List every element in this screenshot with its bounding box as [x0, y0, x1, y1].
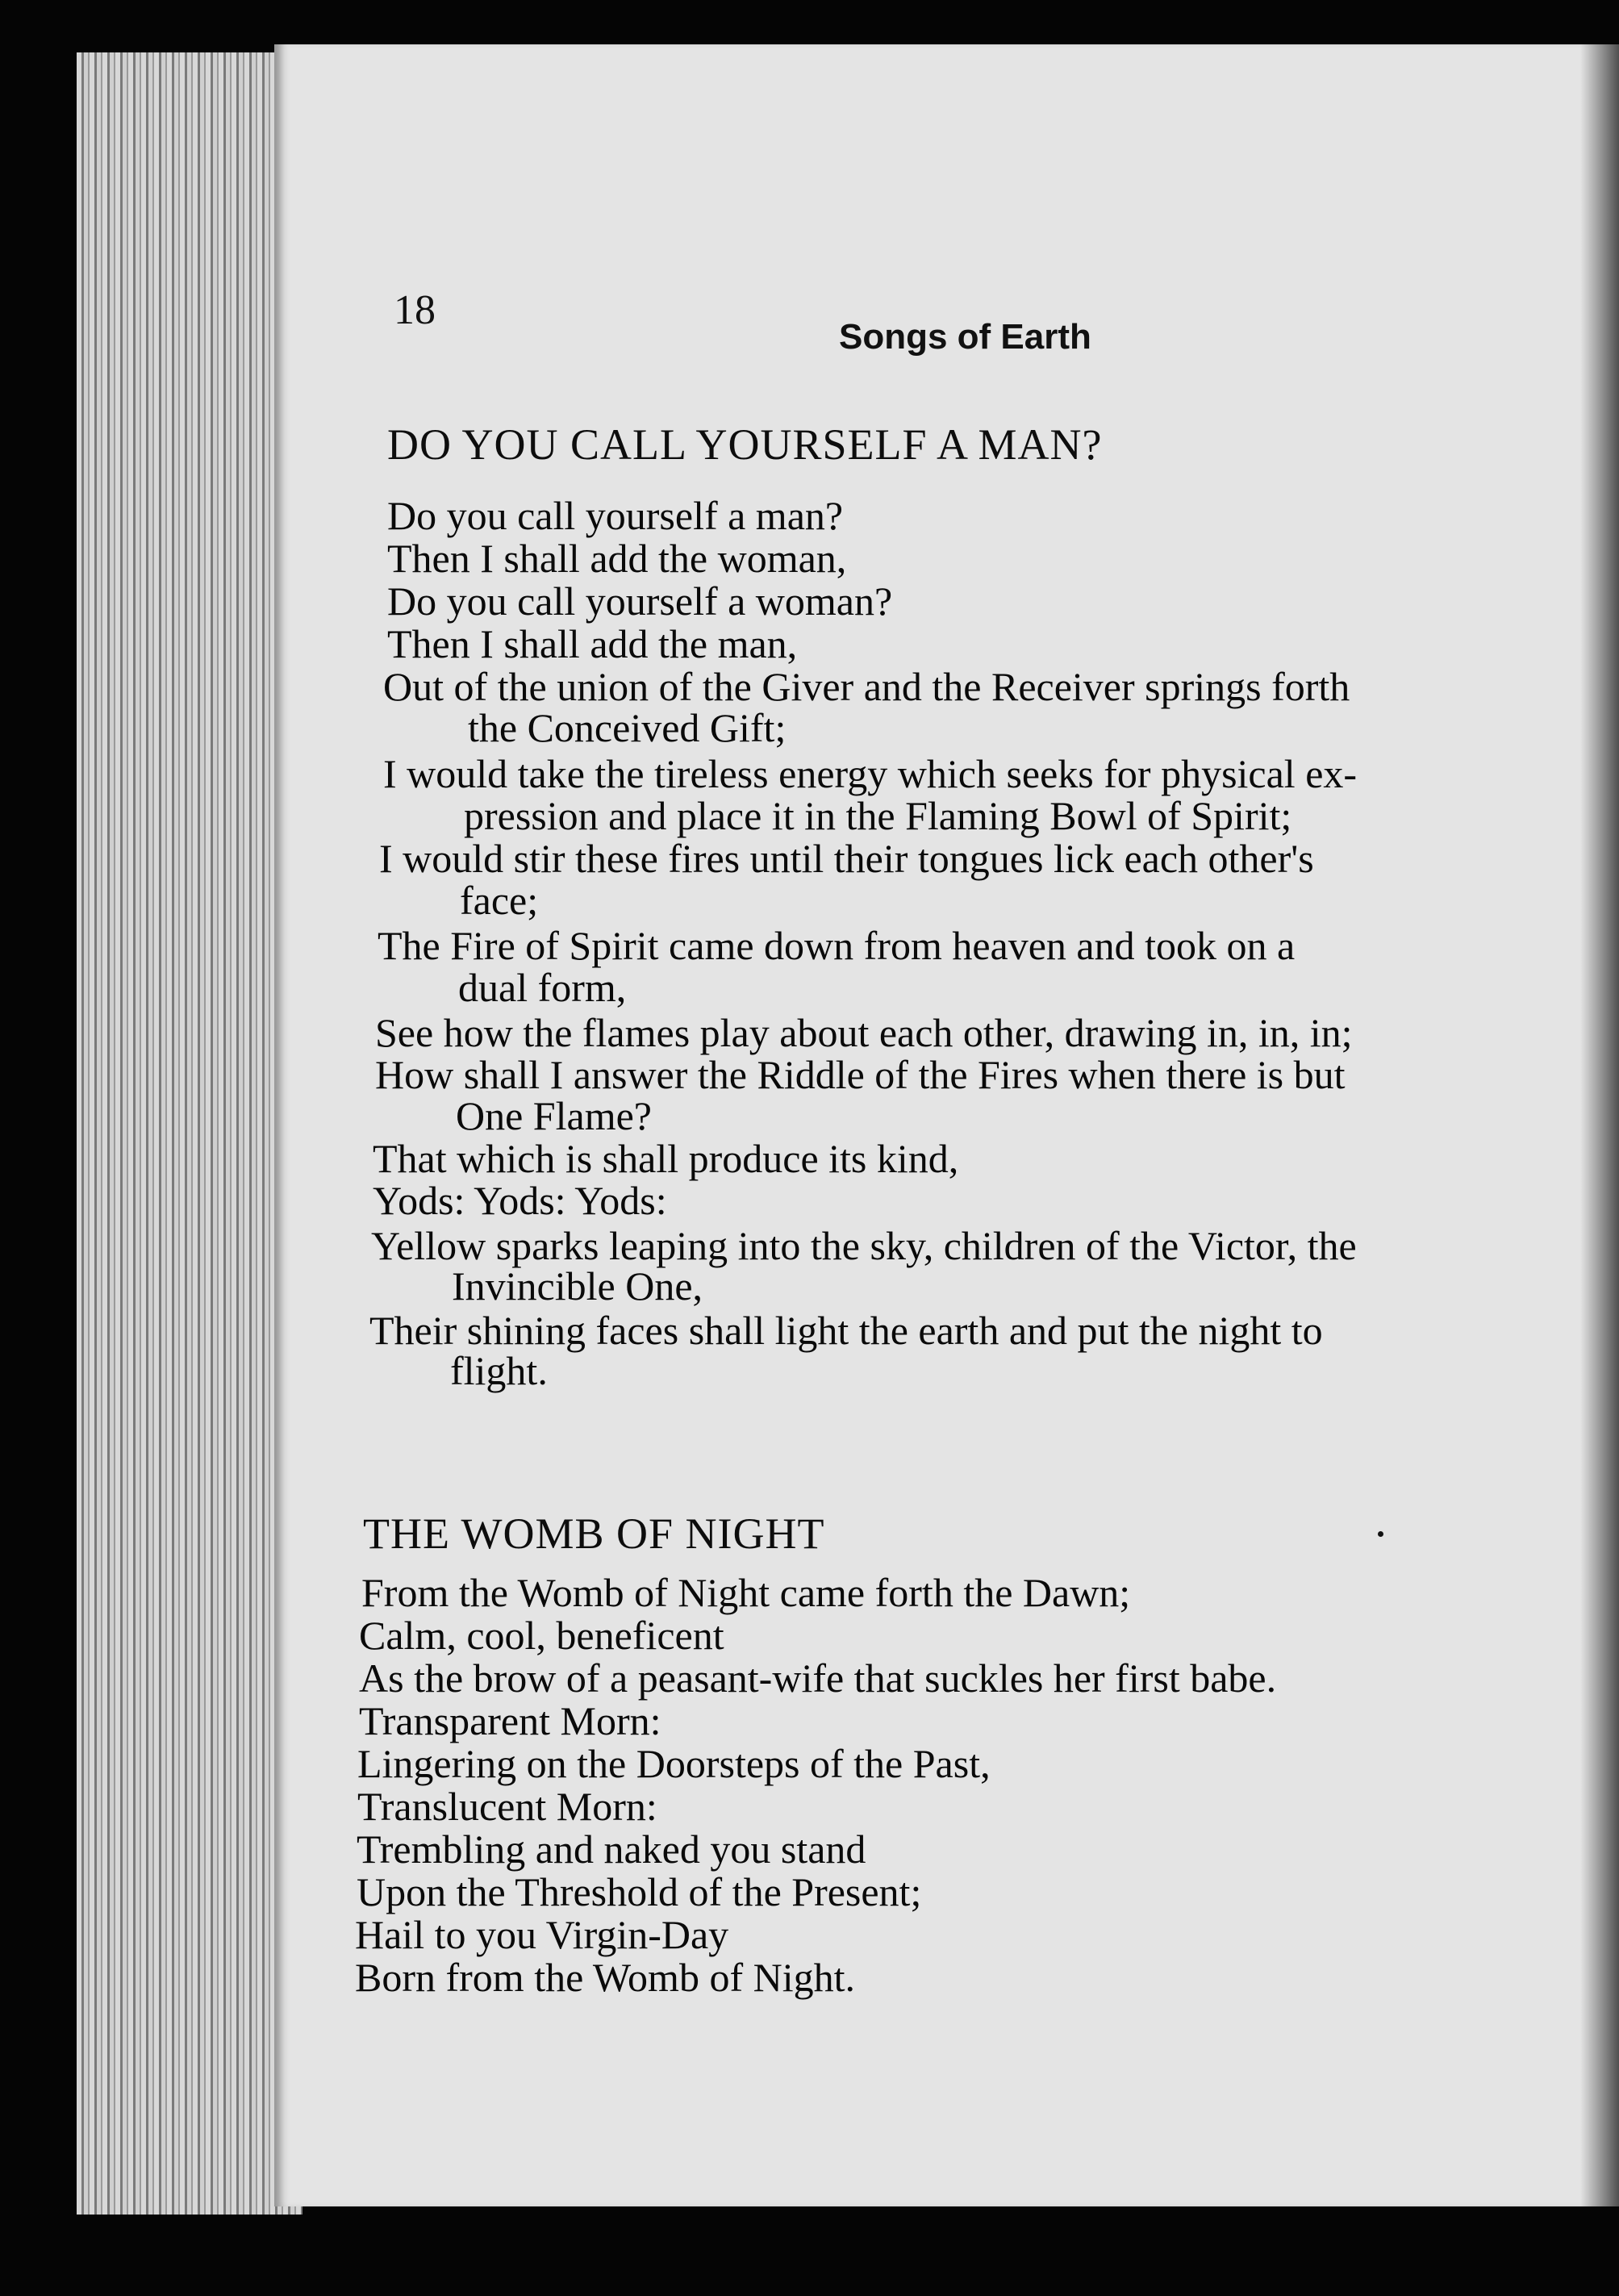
poem-line: Then I shall add the man,	[387, 621, 798, 666]
ink-speck	[1378, 1531, 1383, 1537]
poem-line: I would stir these fires until their tongues lick each other's	[379, 836, 1314, 881]
poem-line: The Fire of Spirit came down from heaven and took on a	[378, 923, 1296, 968]
poem-line: I would take the tireless energy which seeks for physical ex-	[383, 751, 1358, 796]
book-page	[274, 44, 1619, 2206]
poem-line: Yellow sparks leaping into the sky, children of the Victor, the	[371, 1223, 1357, 1268]
poem-line: One Flame?	[456, 1093, 652, 1138]
poem-line: Out of the union of the Giver and the Receiver springs forth	[383, 664, 1350, 709]
poem-line: Invincible One,	[452, 1263, 703, 1309]
poem-title: DO YOU CALL YOURSELF A MAN?	[387, 420, 1103, 469]
poem-line: Lingering on the Doorsteps of the Past,	[357, 1741, 991, 1786]
poem-line: dual form,	[458, 965, 627, 1010]
poem-title: THE WOMB OF NIGHT	[363, 1509, 825, 1558]
book-page-edges	[77, 52, 303, 2215]
poem-line: How shall I answer the Riddle of the Fires when there is but	[375, 1052, 1346, 1097]
poem-line: face;	[460, 878, 539, 923]
poem-line: Yods: Yods: Yods:	[373, 1178, 667, 1223]
poem-line: As the brow of a peasant-wife that suckles her first babe.	[359, 1655, 1277, 1701]
poem-line: Do you call yourself a man?	[387, 493, 844, 538]
poem-line: pression and place it in the Flaming Bowl of Spirit;	[464, 793, 1292, 838]
poem-line: Trembling and naked you stand	[357, 1826, 866, 1872]
poem-line: From the Womb of Night came forth the Dawn;	[361, 1570, 1131, 1615]
poem-line: Upon the Threshold of the Present;	[357, 1869, 922, 1914]
page-number: 18	[394, 287, 436, 333]
poem-line: Calm, cool, beneficent	[359, 1613, 724, 1658]
poem-line: That which is shall produce its kind,	[373, 1136, 959, 1181]
poem-line: Do you call yourself a woman?	[387, 578, 893, 624]
poem-line: flight.	[450, 1348, 548, 1393]
page-gutter-shadow	[1580, 44, 1619, 2206]
poem-line: Transparent Morn:	[359, 1698, 661, 1743]
poem-line: See how the flames play about each other, drawing in, in, in;	[375, 1010, 1353, 1055]
running-head: Songs of Earth	[839, 317, 1091, 357]
poem-line: Then I shall add the woman,	[387, 536, 847, 581]
poem-line: Their shining faces shall light the earth and put the night to	[369, 1308, 1323, 1353]
poem-line: Translucent Morn:	[357, 1784, 657, 1829]
poem-line: Hail to you Virgin-Day	[355, 1912, 729, 1957]
poem-line: the Conceived Gift;	[468, 705, 787, 750]
poem-line: Born from the Womb of Night.	[355, 1955, 855, 2000]
